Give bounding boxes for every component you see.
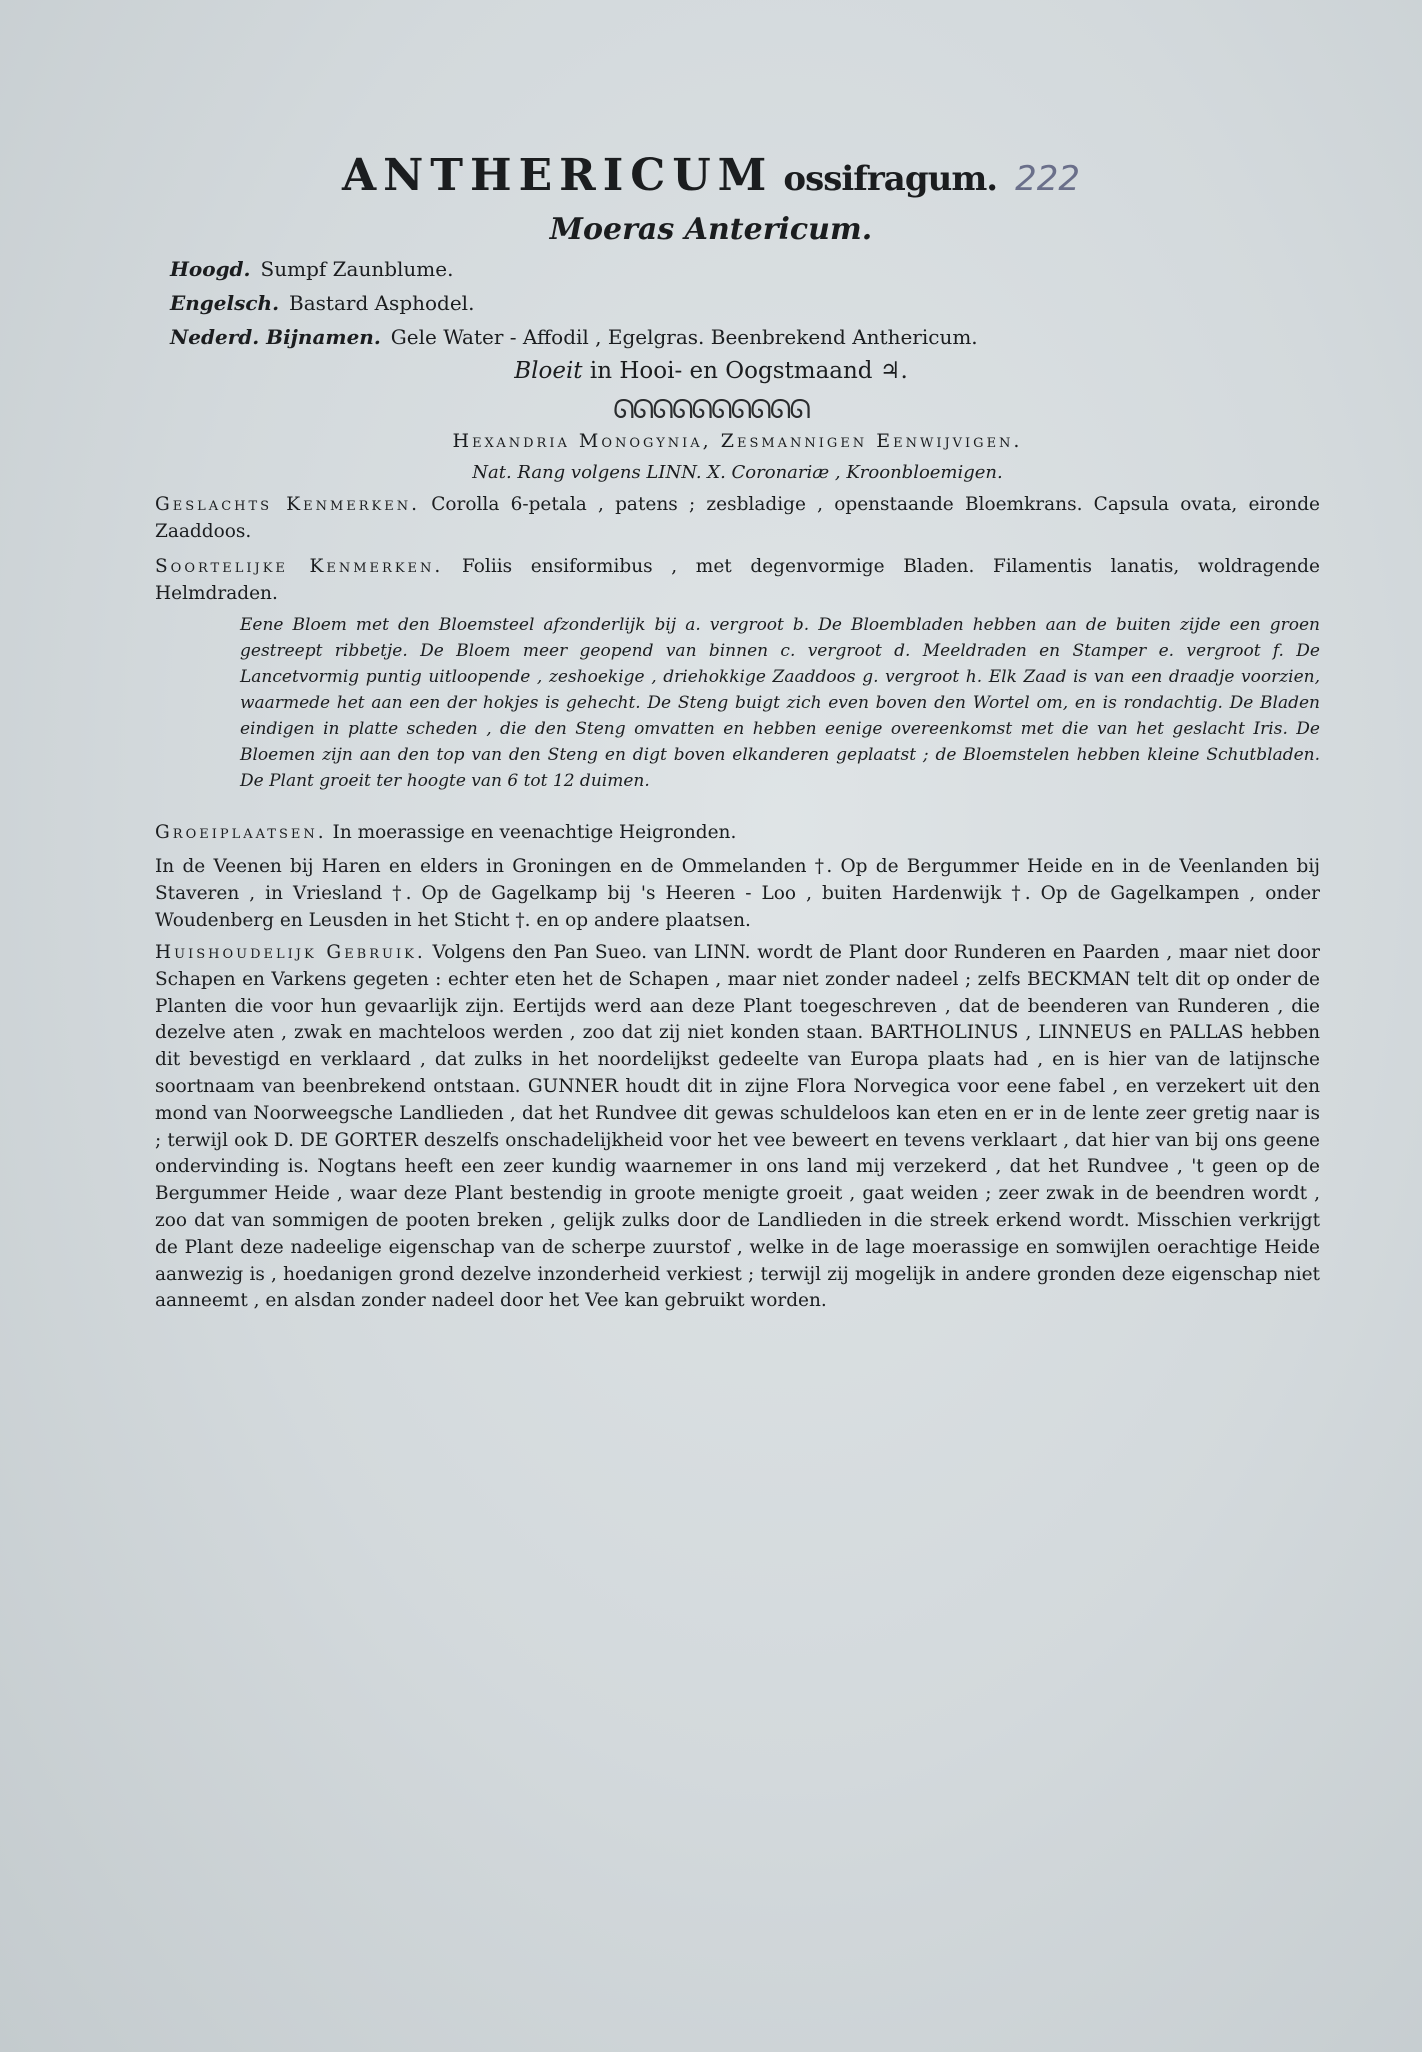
name-text: Gele Water - Affodil , Egelgras. Beenbrekend Anthericum. (390, 325, 978, 349)
section-label: Soortelijke Kenmerken. (155, 556, 444, 577)
title (0, 150, 1422, 210)
name-label: Nederd. Bijnamen. (170, 325, 381, 349)
section-label: Geslachts Kenmerken. (155, 494, 420, 515)
localities: In de Veenen bij Haren en elders in Groningen en de Ommelanden †. Op de Bergummer Heide en in de Veenlanden bij Staveren , in Vriesland †. Op de Gagelkamp bij 's Heeren - Loo , buiten Hardenwijk †. Op de Gagelkampen , onder Woudenberg en Leusden in het Sticht †. en op andere plaatsen. (155, 856, 1320, 931)
natural-rank-line: Nat. Rang volgens LINN. X. Coronariæ , Kroonbloemigen. (472, 462, 1003, 483)
section-label: Huishoudelijk Gebruik. (155, 942, 426, 963)
flowering-line (0, 358, 1422, 384)
section-text: Corolla 6-petala , patens ; zesbladige , openstaande Bloemkrans. Capsula ovata, eironde Zaaddoos. (155, 494, 1320, 542)
name-line-dutch (170, 320, 1290, 354)
species-characters (155, 554, 1320, 608)
name-label: Hoogd. (170, 257, 251, 281)
dutch-name: Moeras Antericum. (549, 212, 873, 247)
genus-characters (155, 492, 1320, 546)
classification-line: Hexandria Monogynia, Zesmannigen Eenwijvigen. (452, 430, 1023, 452)
name-text: Bastard Asphodel. (289, 291, 475, 315)
name-label: Engelsch. (170, 291, 280, 315)
figure-description: Eene Bloem met den Bloemsteel afzonderlijk bij a. vergroot b. De Bloembladen hebben aan de buiten zijde een groen gestreept ribbetje. De Bloem meer geopend van binnen c. vergroot d. Meeldraden en Stamper e. vergroot f. De Lancetvormig puntig uitloopende , zeshoekige , driehokkige Zaaddoos g. vergroot h. Elk Zaad is van een draadje voorzien, waarmede het aan een der hokjes is gehecht. De Steng buigt zich even boven den Wortel om, en is rondachtig. De Bladen eindigen in platte scheden , die den Steng omvatten en hebben eenige overeenkomst met die van het geslacht Iris. De Bloemen zijn aan den top van den Steng en digt boven elkanderen geplaatst ; de Bloemstelen hebben kleine Schutbladen. De Plant groeit ter hoogte van 6 tot 12 duimen. (240, 615, 1320, 791)
section-text: In moerassige en veenachtige Heigronden. (332, 822, 737, 843)
name-line-english (170, 286, 1290, 320)
vernacular-names (170, 252, 1290, 354)
economic-use (155, 940, 1320, 1315)
habitat (155, 820, 1320, 847)
species-name: ossifragum. (783, 159, 998, 199)
section-text: Foliis ensiformibus , met degenvormige Bladen. Filamentis lanatis, woldragende Helmdraden. (155, 556, 1320, 604)
section-text: Volgens den Pan Sueo. van LINN. wordt de Plant door Runderen en Paarden , maar niet door Schapen en Varkens gegeten : echter eten het de Schapen , maar niet zonder nadeel ; zelfs BECKMAN telt dit op onder de Planten die voor hun gevaarlijk zijn. Eertijds werd aan deze Plant toegeschreven , dat de beenderen van Runderen , die dezelve aten , zwak en machteloos werden , zoo dat zij niet konden staan. BARTHOLINUS , LINNEUS en PALLAS hebben dit bevestigd en verklaard , dat zulks in het noordelijkst gedeelte van Europa plaats had , en is hier van de latijnsche soortnaam van beenbrekend ontstaan. GUNNER houdt dit in zijne Flora Norvegica voor eene fabel , en verzekert uit den mond van Noorweegsche Landlieden , dat het Rundvee dit gewas schuldeloos kan eten en er in de lente zeer gretig naar is ; terwijl ook D. DE GORTER deszelfs onschadelijkheid voor het vee beweert en tevens verklaart , dat hier van bij ons geene ondervinding is. Nogtans heeft een zeer kundig waarnemer in ons land mij verzekerd , dat het Rundvee , 't geen op de Bergummer Heide , waar deze Plant bestendig in groote menigte groeit , gaat weiden ; zeer zwak in de beendren wordt , zoo dat van sommigen de pooten breken , gelijk zulks door de Landlieden in die streek erkend wordt. Misschien verkrijgt de Plant deze nadeelige eigenschap van de scherpe zuurstof , welke in de lage moerassige en somwijlen oerachtige Heide aanwezig is , hoedanigen grond dezelve inzonderheid verkiest ; terwijl zij mogelijk in andere gronden deze eigenschap niet aanneemt , en alsdan zonder nadeel door het Vee kan gebruikt worden. (155, 942, 1321, 1312)
section-label: Groeiplaatsen. (155, 822, 327, 843)
flowering-text: in Hooi- en Oogstmaand ♃. (589, 358, 908, 384)
ornament-divider: ᘏᘏᘏᘏᘏᘏᘏᘏᘏᘏ (613, 395, 809, 425)
flowering-label: Bloeit (514, 358, 583, 384)
plate-number: 222 (1015, 159, 1081, 199)
genus-name: ANTHERICUM (341, 150, 774, 201)
name-text: Sumpf Zaunblume. (260, 257, 454, 281)
name-line-german (170, 252, 1290, 286)
